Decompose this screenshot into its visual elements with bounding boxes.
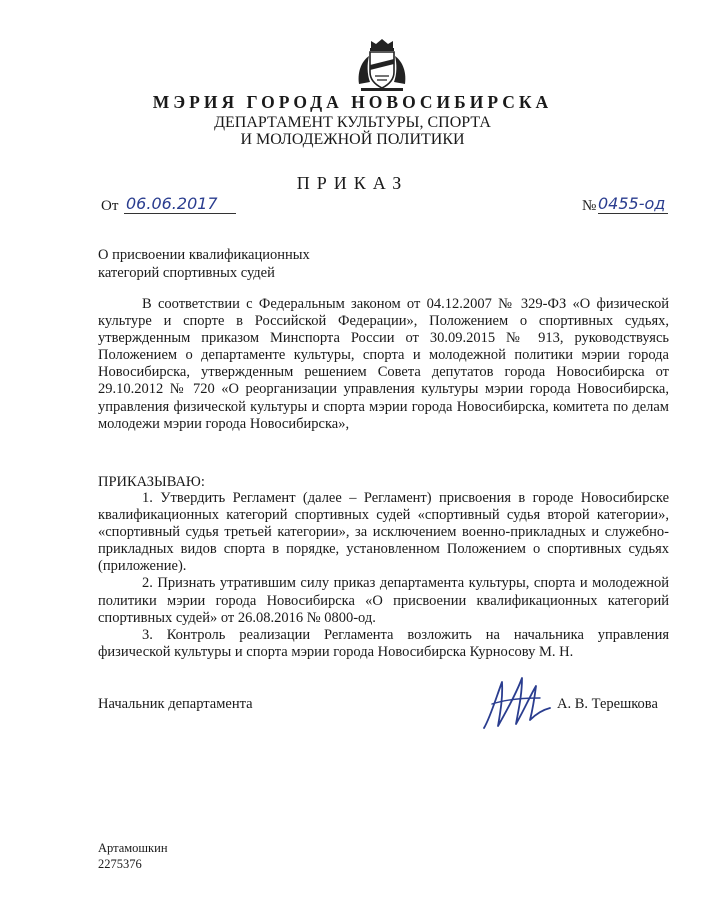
organization-name: МЭРИЯ ГОРОДА НОВОСИБИРСКА bbox=[152, 92, 553, 112]
subject-line: О присвоении квалификационных bbox=[98, 247, 310, 263]
executor-name: Артамошкин bbox=[98, 841, 168, 855]
executor-phone: 2275376 bbox=[98, 857, 142, 871]
order-word: ПРИКАЗЫВАЮ: bbox=[98, 474, 205, 490]
number-value: 0455-од bbox=[598, 194, 668, 214]
signatory-title: Начальник департамента bbox=[98, 696, 253, 712]
signature-icon bbox=[470, 668, 565, 740]
coat-of-arms-icon bbox=[355, 38, 409, 94]
order-items bbox=[98, 490, 669, 661]
number-label: № bbox=[582, 198, 597, 214]
order-item: 3. Контроль реализации Регламента возложить на начальника управления физической культуры и спорта мэрии города Новосибирска Курносову М. Н. bbox=[98, 626, 669, 660]
department-name-line2: И МОЛОДЕЖНОЙ ПОЛИТИКИ bbox=[240, 131, 465, 148]
date-value: 06.06.2017 bbox=[124, 194, 236, 214]
document-type: ПРИКАЗ bbox=[296, 173, 409, 193]
department-name-line1: ДЕПАРТАМЕНТ КУЛЬТУРЫ, СПОРТА bbox=[214, 114, 491, 131]
order-item: 2. Признать утратившим силу приказ департамента культуры, спорта и молодежной политики мэрии города Новосибирска «О присвоении квалификационных категорий спортивных судей» от 26.08.2016 № 0800-од. bbox=[98, 575, 669, 626]
subject bbox=[98, 246, 310, 282]
preamble-paragraph: В соответствии с Федеральным законом от 04.12.2007 № 329-ФЗ «О физической культуре и спорте в Российской Федерации», Положением о спортивных судьях, утвержденным приказом Минспорта России от 30.09.2015 № 913, руководствуясь Положением о департаменте культуры, спорта и молодежной политики мэрии города Новосибирска, утвержденным решением Совета депутатов города Новосибирска от 29.10.2012 № 720 «О реорганизации управления культуры мэрии города Новосибирска, управления физической культуры и спорта мэрии города Новосибирска, комитета по делам молодежи мэрии города Новосибирска», bbox=[98, 296, 669, 432]
signatory-name: А. В. Терешкова bbox=[557, 696, 658, 712]
date-label: От bbox=[101, 198, 119, 214]
subject-line: категорий спортивных судей bbox=[98, 265, 275, 281]
order-item: 1. Утвердить Регламент (далее – Регламент) присвоения в городе Новосибирске квалификационных категорий спортивных судей «спортивный судья второй категории», «спортивный судья третьей категории», за исключением военно-прикладных и служебно-прикладных видов спорта в порядке, установленном Положением о спортивных судьях (приложение). bbox=[98, 490, 669, 575]
